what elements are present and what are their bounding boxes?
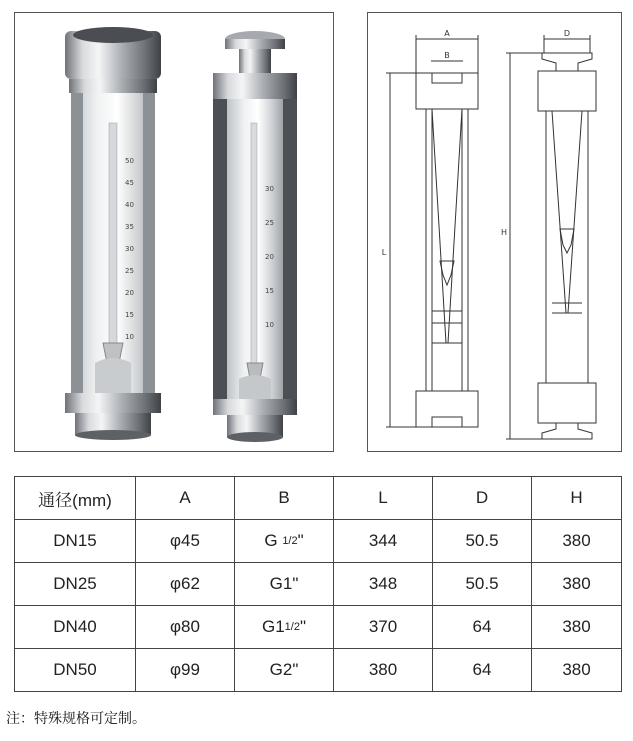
thread-size: G	[264, 531, 278, 550]
scale-tick-label: 30	[265, 185, 274, 193]
clamp-drawing	[501, 29, 596, 439]
cell-b	[235, 520, 334, 563]
dim-d-label: D	[563, 29, 571, 38]
header-a: A	[136, 477, 235, 520]
dimension-drawing-panel	[367, 12, 622, 452]
flowmeter-clamp	[213, 31, 297, 442]
cell-a: φ99	[136, 649, 235, 692]
header-h: H	[532, 477, 622, 520]
cell-l: 348	[334, 563, 433, 606]
cell-l: 344	[334, 520, 433, 563]
cell-l: 380	[334, 649, 433, 692]
dimension-drawing	[368, 13, 621, 451]
scale-tick-label: 15	[125, 311, 134, 319]
cell-b	[235, 649, 334, 692]
scale-tick-label: 20	[125, 289, 134, 297]
dim-l-label: L	[381, 248, 387, 257]
cell-h: 380	[532, 563, 622, 606]
dim-b-label: B	[444, 51, 450, 60]
thread-size: G2	[269, 660, 293, 679]
scale-tick-label: 30	[125, 245, 134, 253]
cell-l: 370	[334, 606, 433, 649]
cell-a: φ62	[136, 563, 235, 606]
scale-tick-label: 45	[125, 179, 134, 187]
header-b: B	[235, 477, 334, 520]
scale-tick-label: 10	[125, 333, 134, 341]
cell-dn: DN15	[15, 520, 136, 563]
scale-tick-label: 35	[125, 223, 134, 231]
cell-a: φ45	[136, 520, 235, 563]
cell-dn: DN50	[15, 649, 136, 692]
cell-d: 64	[433, 606, 532, 649]
scale-tick-label: 25	[125, 267, 134, 275]
cell-d: 64	[433, 649, 532, 692]
meter1-scale	[125, 157, 134, 341]
cell-b	[235, 606, 334, 649]
cell-b	[235, 563, 334, 606]
scale-tick-label: 50	[125, 157, 134, 165]
flowmeter-threaded	[65, 27, 161, 440]
header-dn: 通径(mm)	[15, 477, 136, 520]
inch-mark: "	[297, 531, 304, 550]
cell-dn: DN40	[15, 606, 136, 649]
table-header-row	[15, 477, 622, 520]
dim-a-label: A	[444, 29, 450, 38]
cell-d: 50.5	[433, 563, 532, 606]
thread-fraction: 1/2	[282, 534, 298, 547]
product-photo-panel	[14, 12, 334, 452]
scale-tick-label: 20	[265, 253, 274, 261]
table-row	[15, 606, 622, 649]
dim-h-label: H	[500, 228, 508, 237]
cell-d: 50.5	[433, 520, 532, 563]
flowmeter-photo	[15, 13, 333, 451]
scale-tick-label: 25	[265, 219, 274, 227]
scale-tick-label: 10	[265, 321, 274, 329]
cell-a: φ80	[136, 606, 235, 649]
threaded-drawing	[382, 29, 478, 427]
thread-fraction: 1/2	[284, 620, 300, 633]
table-row	[15, 563, 622, 606]
customization-note: 注：特殊规格可定制。	[6, 711, 146, 727]
cell-h: 380	[532, 649, 622, 692]
thread-size: G1	[269, 574, 293, 593]
inch-mark: "	[292, 574, 299, 593]
inch-mark: "	[292, 660, 299, 679]
spec-table	[14, 476, 622, 692]
cell-h: 380	[532, 606, 622, 649]
header-d: D	[433, 477, 532, 520]
table-row	[15, 649, 622, 692]
scale-tick-label: 40	[125, 201, 134, 209]
table-row	[15, 520, 622, 563]
cell-dn: DN25	[15, 563, 136, 606]
header-l: L	[334, 477, 433, 520]
scale-tick-label: 15	[265, 287, 274, 295]
cell-h: 380	[532, 520, 622, 563]
thread-size: G1	[261, 617, 285, 636]
inch-mark: "	[299, 617, 307, 636]
